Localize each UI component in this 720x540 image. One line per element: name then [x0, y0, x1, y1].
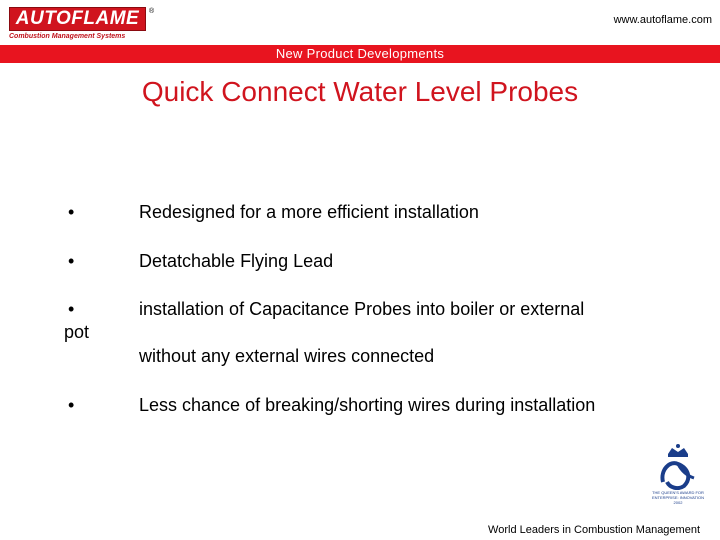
logo-tagline: Combustion Management Systems	[9, 33, 126, 40]
logo-wordmark: AUTOFLAME	[9, 7, 146, 31]
bullet-item: Redesigned for a more efficient installation	[139, 202, 479, 222]
autoflame-logo	[9, 7, 155, 41]
bullet-item: installation of Capacitance Probes into boiler or external	[139, 299, 585, 319]
bullet-marker: •	[68, 395, 75, 415]
bullet-item: Detatchable Flying Lead	[139, 251, 334, 271]
bullet-prefix: pot	[64, 322, 90, 342]
bullet-marker: •	[68, 251, 75, 271]
crown-award-icon	[648, 442, 708, 490]
website-url[interactable]: www.autoflame.com	[613, 14, 712, 26]
bullet-marker: •	[68, 299, 75, 319]
registered-mark: ®	[149, 8, 155, 15]
slide-title: Quick Connect Water Level Probes	[141, 76, 579, 107]
banner-text: New Product Developments	[275, 46, 445, 61]
award-caption: THE QUEEN'S AWARD FOR ENTERPRISE: INNOVATION 2002	[651, 490, 705, 505]
bullet-continuation: without any external wires connected	[139, 346, 435, 366]
queens-award-emblem	[648, 442, 708, 522]
bullet-item: Less chance of breaking/shorting wires during installation	[139, 395, 596, 415]
footer-tagline: World Leaders in Combustion Management	[488, 524, 700, 536]
section-banner	[0, 44, 720, 63]
bullet-marker: •	[68, 202, 75, 222]
